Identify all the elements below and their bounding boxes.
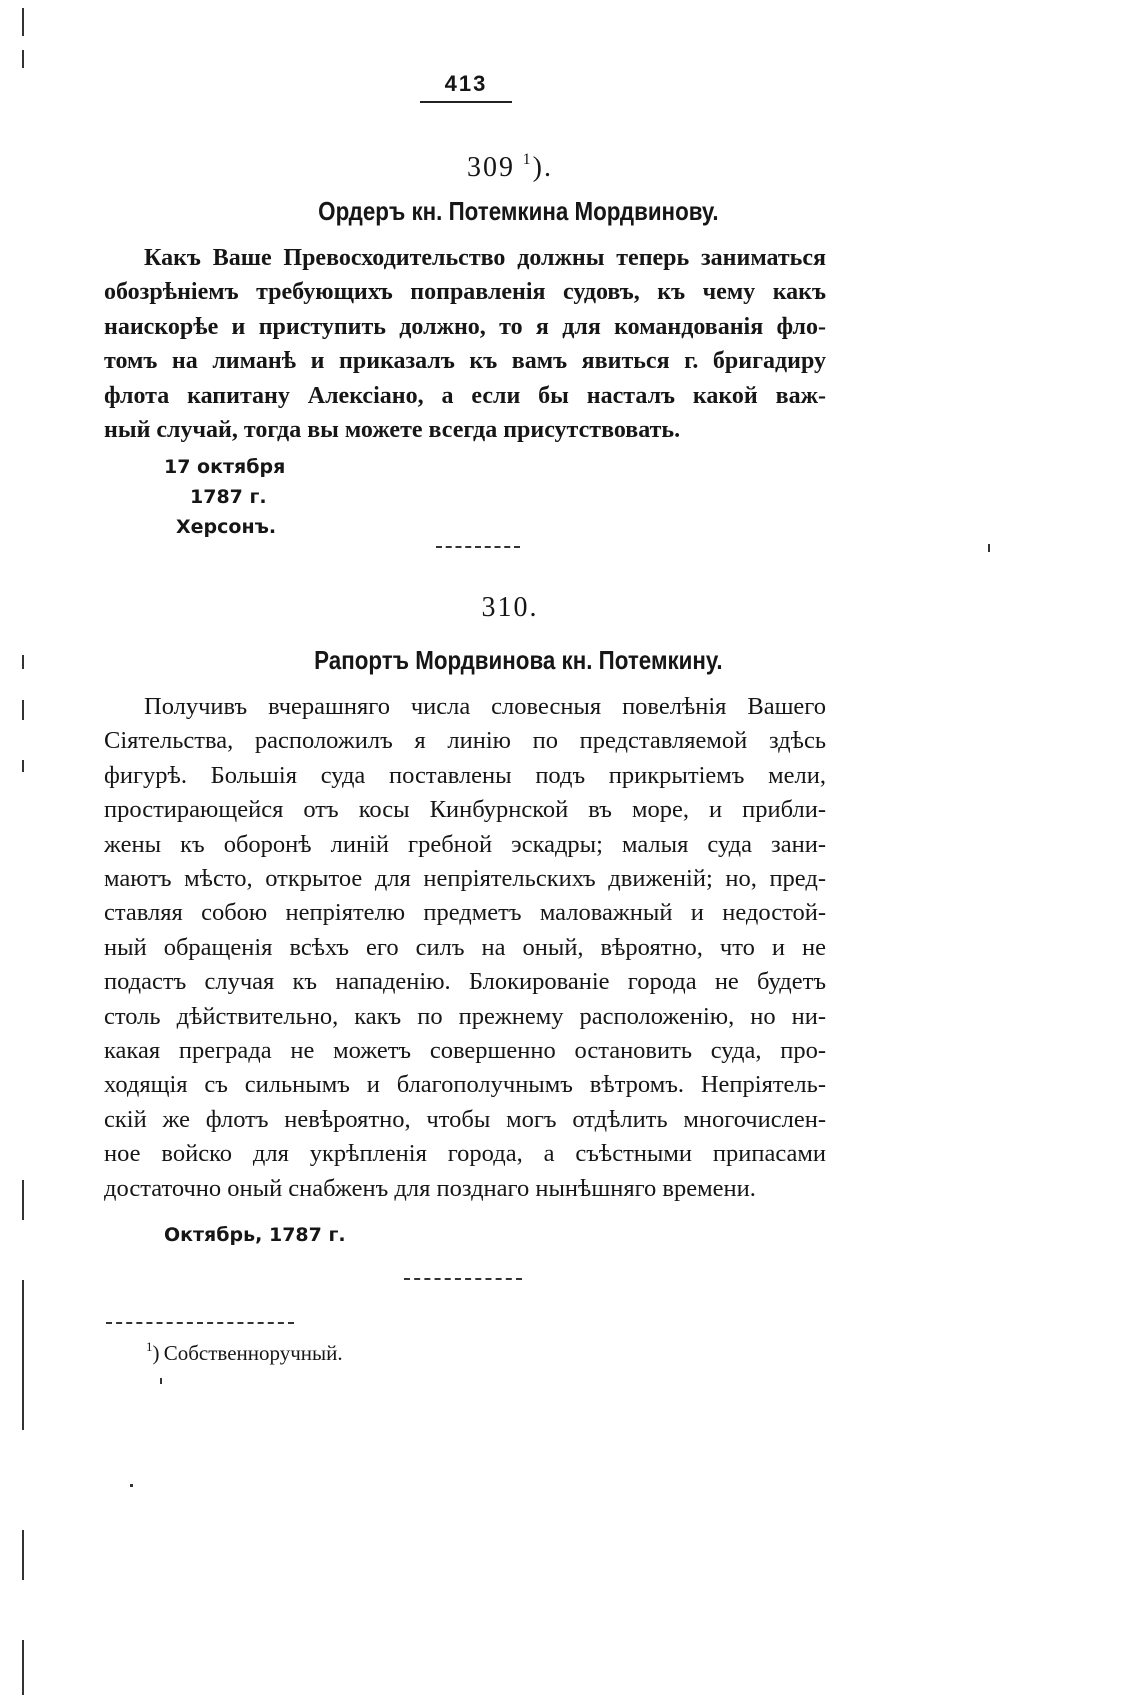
document-paragraph [104,241,826,447]
footnote-marker: 1 [146,1339,153,1354]
footnote-rule [106,1322,294,1324]
paragraph-line: какая преграда не можетъ совершенно остановить суда, про- [104,1037,826,1065]
footnote-text: Собственноручный. [163,1341,343,1365]
document-paragraph [104,690,826,1206]
signature-year: 1787 г. [190,486,267,508]
scan-speck [130,1484,133,1487]
scan-margin-mark [22,700,24,720]
document-number-value: 309 [467,152,516,183]
paragraph-line: достаточно оный снабженъ для позднаго нынѣшняго времени. [104,1174,756,1202]
paragraph-line: флота капитану Алексіано, а если бы насталъ какой важ- [104,382,826,409]
scan-margin-mark [22,1180,24,1220]
scan-margin-mark [22,8,24,36]
section-separator [436,546,520,548]
paragraph-line: жены къ оборонѣ линій гребной эскадры; малыя суда зани- [104,830,826,858]
scan-margin-mark [22,1530,24,1580]
document-title: Ордеръ кн. Потемкина Мордвинову. [318,196,719,226]
signature-place: Херсонъ. [176,516,277,538]
page-number: 413 [444,71,488,96]
document-date: Октябрь, 1787 г. [164,1224,346,1246]
scan-margin-mark [22,1640,24,1695]
paragraph-line: простирающейся отъ косы Кинбурнской въ море, и прибли- [104,796,826,824]
signature-date: 17 октября [164,456,286,478]
section-separator [404,1278,522,1280]
paragraph-line: обозрѣніемъ требующихъ поправленія судовъ, къ чему какъ [104,279,826,306]
footnote [146,1332,343,1368]
paragraph-line: наискорѣе и приступить должно, то я для командованія фло- [104,313,826,340]
paragraph-line: Какъ Ваше Превосходительство должны теперь заниматься [144,245,826,271]
scan-speck [988,544,990,552]
paragraph-line: Получивъ вчерашняго числа словесныя повелѣнія Вашего [144,693,826,720]
paragraph-line: маютъ мѣсто, открытое для непріятельскихъ движеній; но, пред- [104,865,826,893]
paragraph-line: томъ на лиманѣ и приказалъ къ вамъ явиться г. бригадиру [104,348,826,375]
scan-margin-mark [22,655,24,669]
paragraph-line: ный обращенія всѣхъ его силъ на оный, вѣроятно, что и не [104,933,826,961]
paragraph-line: ный случай, тогда вы можете всегда присутствовать. [104,417,681,444]
document-number: 310. [481,592,539,623]
paragraph-line: столь дѣйствительно, какъ по прежнему расположенію, но ни- [104,1002,826,1030]
scan-margin-mark [22,760,24,772]
scan-speck [160,1378,162,1384]
page-number-rule [420,101,512,103]
scan-margin-mark [22,1280,24,1430]
document-number [0,143,1140,185]
document-number-suffix: ). [532,152,553,183]
paragraph-line: фигурѣ. Большія суда поставлены подъ прикрытіемъ мели, [104,761,826,789]
paragraph-line: ное войско для укрѣпленія города, а съѣстными припасами [104,1140,826,1168]
paragraph-line: ставляя собою непріятелю предметъ маловажный и недостой- [104,899,826,927]
footnote-marker-suffix: ) [152,1341,160,1365]
scan-margin-mark [22,50,24,68]
document-title: Рапортъ Мордвинова кн. Потемкину. [314,645,723,675]
footnote-reference: 1 [522,151,533,168]
paragraph-line: подастъ случая къ нападенію. Блокированіе города не будетъ [104,968,826,996]
paragraph-line: Сіятельства, расположилъ я линію по представляемой здѣсь [104,727,826,755]
paragraph-line: ходящія съ сильнымъ и благополучнымъ вѣтромъ. Непріятель- [104,1071,826,1099]
paragraph-line: скій же флотъ невѣроятно, чтобы могъ отдѣлить многочислен- [104,1105,826,1133]
